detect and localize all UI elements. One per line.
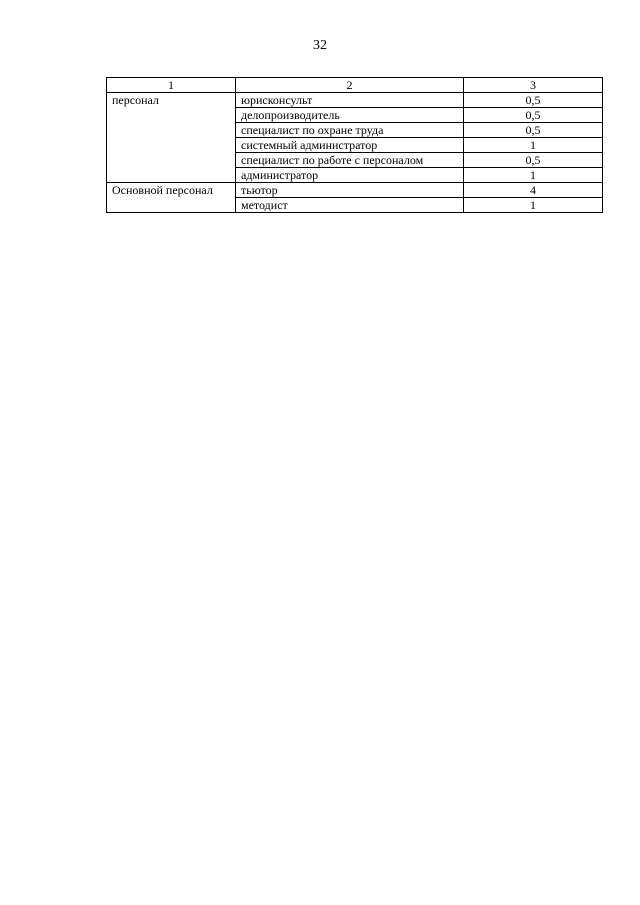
table-row bbox=[107, 93, 603, 108]
staff-table bbox=[106, 77, 603, 213]
units-cell: 0,5 bbox=[464, 93, 603, 108]
position-cell: тьютор bbox=[236, 183, 464, 198]
category-cell: Основной персонал bbox=[107, 183, 236, 213]
page-number: 32 bbox=[313, 38, 327, 53]
units-cell: 0,5 bbox=[464, 153, 603, 168]
table-header-row bbox=[107, 78, 603, 93]
category-cell: персонал bbox=[107, 93, 236, 183]
units-cell: 1 bbox=[464, 138, 603, 153]
units-cell: 0,5 bbox=[464, 123, 603, 138]
position-cell: делопроизводитель bbox=[236, 108, 464, 123]
position-cell: администратор bbox=[236, 168, 464, 183]
position-cell: системный администратор bbox=[236, 138, 464, 153]
position-cell: методист bbox=[236, 198, 464, 213]
units-cell: 4 bbox=[464, 183, 603, 198]
column-header: 3 bbox=[464, 78, 603, 93]
units-cell: 0,5 bbox=[464, 108, 603, 123]
column-header: 1 bbox=[107, 78, 236, 93]
column-header: 2 bbox=[236, 78, 464, 93]
units-cell: 1 bbox=[464, 198, 603, 213]
units-cell: 1 bbox=[464, 168, 603, 183]
table-row bbox=[107, 183, 603, 198]
position-cell: специалист по работе с персоналом bbox=[236, 153, 464, 168]
position-cell: юрисконсульт bbox=[236, 93, 464, 108]
position-cell: специалист по охране труда bbox=[236, 123, 464, 138]
